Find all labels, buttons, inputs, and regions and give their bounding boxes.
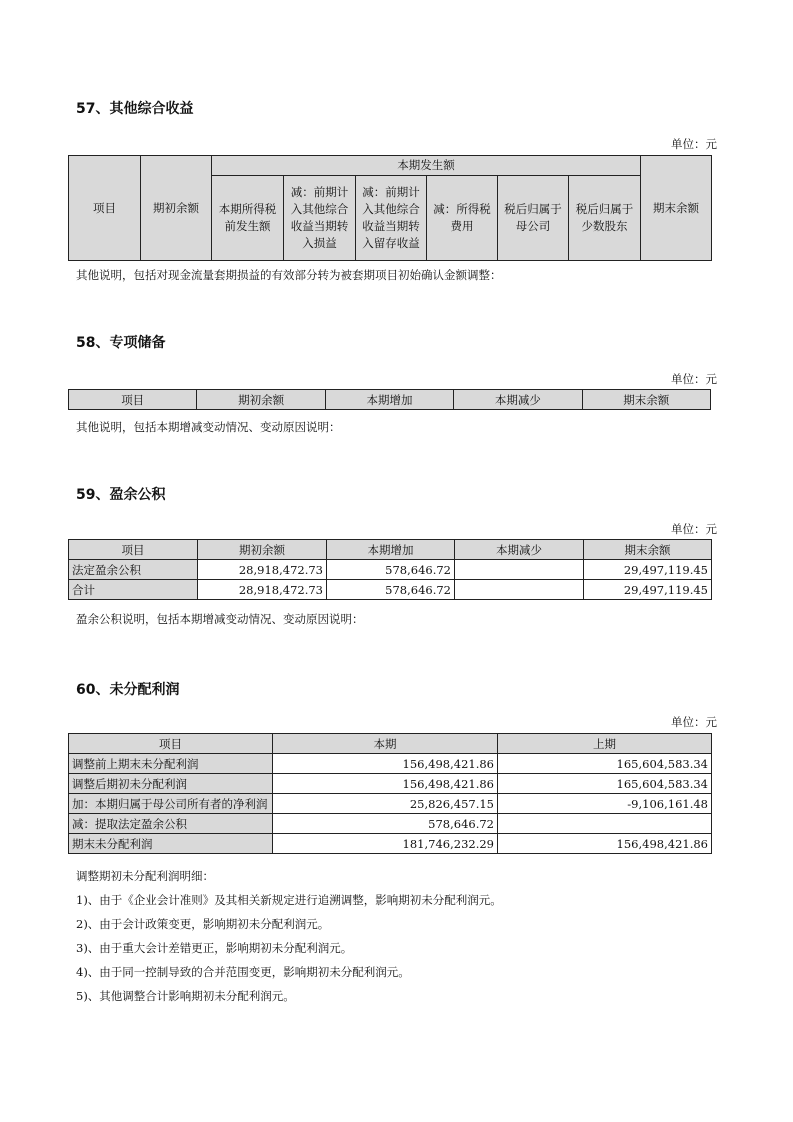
header-sub: 减：前期计入其他综合收益当期转入留存收益 [356,176,427,261]
value-cell: 25,826,457.15 [273,794,498,814]
row-label: 加：本期归属于母公司所有者的净利润 [69,794,273,814]
value-cell [455,560,584,580]
table-row [69,814,712,834]
surplus-reserve-table [68,539,712,600]
table-row [69,754,712,774]
header-sub: 减：所得税费用 [427,176,498,261]
table-row [69,774,712,794]
header-sub: 税后归属于母公司 [498,176,569,261]
header-cell: 期末余额 [584,540,712,560]
value-cell: -9,106,161.48 [498,794,712,814]
value-cell: 165,604,583.34 [498,754,712,774]
unit-label: 单位：元 [671,137,717,151]
value-cell [455,580,584,600]
header-sub: 本期所得税前发生额 [212,176,284,261]
value-cell: 578,646.72 [273,814,498,834]
header-close: 期末余额 [641,156,712,261]
section-57-note: 其他说明，包括对现金流量套期损益的有效部分转为被套期项目初始确认金额调整： [76,268,502,282]
header-cell: 项目 [69,540,198,560]
adjustment-note: 1)、由于《企业会计准则》及其相关新规定进行追溯调整，影响期初未分配利润元。 [76,893,502,907]
value-cell: 156,498,421.86 [498,834,712,854]
header-cell: 期初余额 [198,540,327,560]
header-cell: 上期 [498,734,712,754]
row-label: 调整后期初未分配利润 [69,774,273,794]
table-row [69,794,712,814]
section-58-note: 其他说明，包括本期增减变动情况、变动原因说明： [76,420,341,434]
value-cell: 181,746,232.29 [273,834,498,854]
row-label: 法定盈余公积 [69,560,198,580]
adjustment-note: 2)、由于会计政策变更，影响期初未分配利润元。 [76,917,330,931]
header-cell: 期末余额 [582,390,710,410]
value-cell: 29,497,119.45 [584,580,712,600]
section-60-title: 60、未分配利润 [76,682,180,698]
value-cell: 578,646.72 [327,580,455,600]
header-open: 期初余额 [141,156,212,261]
header-cell: 项目 [69,734,273,754]
other-comprehensive-income-table [68,155,712,261]
table-row [69,560,712,580]
value-cell: 165,604,583.34 [498,774,712,794]
undistributed-profit-table [68,733,712,854]
unit-label: 单位：元 [671,715,717,729]
header-cell: 本期减少 [454,390,582,410]
value-cell: 28,918,472.73 [198,580,327,600]
row-label: 合计 [69,580,198,600]
value-cell: 156,498,421.86 [273,754,498,774]
value-cell: 29,497,119.45 [584,560,712,580]
section-59-note: 盈余公积说明，包括本期增减变动情况、变动原因说明： [76,612,364,626]
unit-label: 单位：元 [671,372,717,386]
value-cell: 578,646.72 [327,560,455,580]
adjustment-note: 3)、由于重大会计差错更正，影响期初未分配利润元。 [76,941,353,955]
section-57-title: 57、其他综合收益 [76,101,194,117]
header-cell: 本期减少 [455,540,584,560]
table-row [69,580,712,600]
header-current-group: 本期发生额 [212,156,641,176]
header-cell: 本期增加 [327,540,455,560]
section-59-title: 59、盈余公积 [76,487,166,503]
table-row [69,834,712,854]
value-cell [498,814,712,834]
row-label: 减：提取法定盈余公积 [69,814,273,834]
special-reserve-table [68,389,711,410]
adjustment-note: 调整期初未分配利润明细： [76,869,214,883]
adjustment-note: 4)、由于同一控制导致的合并范围变更，影响期初未分配利润元。 [76,965,410,979]
header-item: 项目 [69,156,141,261]
adjustment-note: 5)、其他调整合计影响期初未分配利润元。 [76,989,295,1003]
value-cell: 156,498,421.86 [273,774,498,794]
row-label: 期末未分配利润 [69,834,273,854]
header-sub: 税后归属于少数股东 [569,176,641,261]
header-sub: 减：前期计入其他综合收益当期转入损益 [284,176,356,261]
header-cell: 项目 [69,390,197,410]
row-label: 调整前上期末未分配利润 [69,754,273,774]
section-58-title: 58、专项储备 [76,335,166,351]
header-cell: 本期增加 [325,390,453,410]
header-cell: 本期 [273,734,498,754]
unit-label: 单位：元 [671,522,717,536]
header-cell: 期初余额 [197,390,325,410]
value-cell: 28,918,472.73 [198,560,327,580]
